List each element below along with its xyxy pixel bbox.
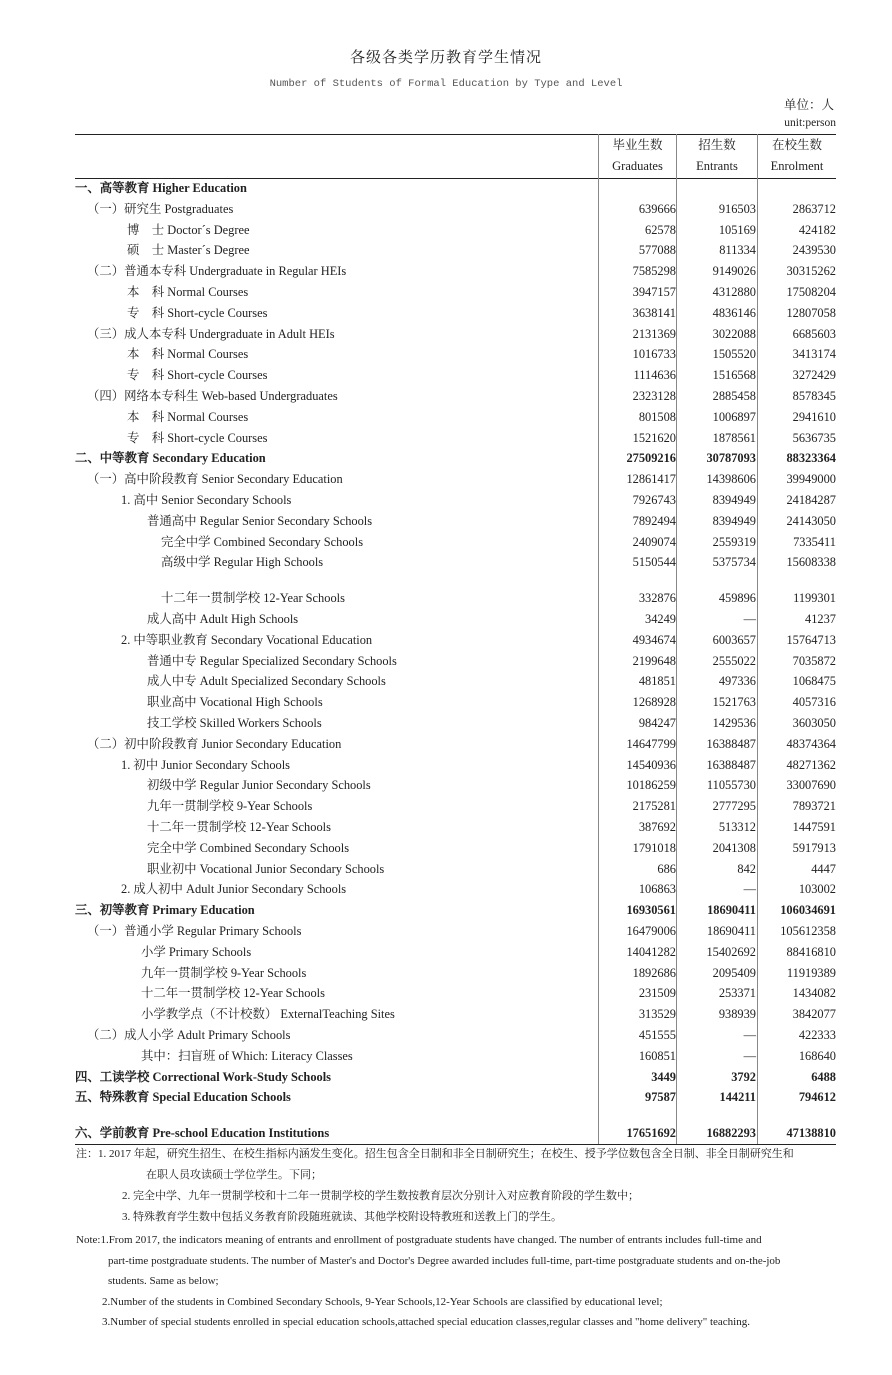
unit-label-cn: 单位：人 [783,98,834,112]
row-label: 九年一贯制学校 9-Year Schools [141,965,307,980]
row-label: （一）研究生 Postgraduates [87,201,234,216]
enrolment-value: 6685603 [792,326,836,341]
enrolment-value: 15608338 [786,555,836,570]
page-subtitle: Number of Students of Formal Education by Type and Level [269,78,623,90]
row-label: 专 科 Short-cycle Courses [127,430,268,445]
entrants-value: 144211 [719,1090,756,1105]
entrants-value: 2885458 [712,389,756,403]
graduates-value: 1521620 [632,430,676,445]
row-label: 一、高等教育 Higher Education [75,181,247,195]
graduates-value: 1892686 [632,965,676,980]
row-label: 2. 中等职业教育 Secondary Vocational Education [121,632,373,647]
footnote-line: 在职人员攻读硕士学位学生。下同； [146,1169,322,1181]
enrolment-value: 8578345 [792,389,836,403]
enrolment-value: 3413174 [792,347,836,362]
row-label: 本 科 Normal Courses [127,347,249,362]
footnote-line: 2. 完全中学、九年一贯制学校和十二年一贯制学校的学生数按教育层次分别计入对应教育阶段的学生数中； [122,1190,639,1202]
table-row [75,240,836,260]
enrolment-value: 1447591 [792,820,836,834]
graduates-value: 686 [657,861,676,876]
row-label: 初级中学 Regular Junior Secondary Schools [147,778,371,793]
row-label: 本 科 Normal Courses [127,409,249,424]
row-label: （二）普通本专科 Undergraduate in Regular HEIs [87,264,347,279]
entrants-value: 3022088 [712,326,756,341]
row-label: （四）网络本专科生 Web-based Undergraduates [87,389,338,403]
column-header-cn: 招生数 [698,138,736,152]
table-row [75,1067,836,1087]
entrants-value: 11055730 [706,778,756,793]
table-row [75,942,836,962]
enrolment-value: 1068475 [792,674,836,689]
entrants-value: 8394949 [712,513,756,528]
enrolment-value: 88323364 [786,451,836,466]
entrants-value: 1878561 [712,430,756,445]
enrolment-value: 41237 [805,612,836,626]
graduates-value: 577088 [638,243,676,258]
row-label: 六、学前教育 Pre-school Education Institutions [75,1126,330,1141]
graduates-value: 14041282 [626,944,676,959]
entrants-value: — [743,1028,756,1042]
table-row [75,921,836,941]
table-row [75,511,836,531]
table-row [75,1123,836,1143]
table-row [75,386,836,406]
entrants-value: 5375734 [712,555,756,570]
table-row [75,1025,836,1045]
entrants-value: 1521763 [712,695,756,710]
entrants-value: 1505520 [712,347,756,362]
graduates-value: 12861417 [626,472,676,487]
footnote-line: Note:1.From 2017, the indicators meaning of entrants and enrollment of postgraduate students have changed. The number of entrants includes full-time and [76,1234,762,1246]
enrolment-value: 47138810 [786,1126,836,1141]
row-label: 成人高中 Adult High Schools [147,612,299,626]
graduates-value: 7585298 [632,264,676,279]
enrolment-value: 17508204 [786,285,836,299]
row-label: 高级中学 Regular High Schools [161,555,324,570]
graduates-value: 5150544 [632,555,676,570]
row-label: 十二年一贯制学校 12-Year Schools [141,986,325,1001]
table-row [75,796,836,816]
row-label: 专 科 Short-cycle Courses [127,368,268,383]
entrants-value: — [743,882,756,897]
enrolment-value: 15764713 [786,632,836,647]
row-label: （一）高中阶段教育 Senior Secondary Education [87,472,343,487]
graduates-value: 639666 [638,201,676,216]
graduates-value: 2409074 [632,534,676,549]
table-row [75,630,836,650]
entrants-value: 497336 [718,674,756,689]
entrants-value: 2777295 [712,799,756,814]
column-header-cn: 毕业生数 [612,138,663,152]
table-row [75,1087,836,1107]
graduates-value: 14540936 [626,757,676,772]
entrants-value: 18690411 [707,903,756,918]
table-row [75,734,836,754]
enrolment-value: 106034691 [780,903,836,918]
enrolment-value: 5636735 [792,430,836,445]
graduates-value: 27509216 [626,451,676,466]
enrolment-value: 24143050 [786,513,836,528]
graduates-value: 16930561 [626,903,676,918]
row-label: （二）成人小学 Adult Primary Schools [87,1028,291,1042]
row-label: 博 士 Doctor´s Degree [127,222,250,237]
entrants-value: 811334 [719,243,756,258]
enrolment-value: 3842077 [792,1007,836,1022]
entrants-value: — [743,612,756,626]
graduates-value: 481851 [638,674,676,689]
row-label: 普通中专 Regular Specialized Secondary Schools [147,653,397,668]
graduates-value: 984247 [638,716,676,730]
entrants-value: 16388487 [706,736,756,751]
entrants-value: 15402692 [706,944,756,959]
enrolment-value: 88416810 [786,944,836,959]
entrants-value: 14398606 [706,472,756,487]
entrants-value: 2559319 [712,534,756,549]
graduates-value: 16479006 [626,924,676,938]
enrolment-value: 422333 [798,1028,836,1042]
row-label: 成人中专 Adult Specialized Secondary Schools [147,674,386,689]
table-row [75,261,836,281]
enrolment-value: 3603050 [792,716,836,730]
enrolment-value: 39949000 [786,472,836,487]
graduates-value: 97587 [645,1090,676,1105]
entrants-value: 938939 [718,1007,756,1022]
entrants-value: 3792 [731,1069,756,1084]
row-label: 小学教学点（不计校数） ExternalTeaching Sites [141,1007,395,1022]
column-header-en: Enrolment [770,159,824,173]
row-label: 硕 士 Master´s Degree [127,243,250,258]
entrants-value: 1516568 [712,368,756,383]
table-row [75,775,836,795]
enrolment-value: 30315262 [786,264,836,279]
enrolment-value: 1434082 [792,986,836,1001]
enrolment-value: 1199301 [793,591,836,606]
enrolment-value: 794612 [798,1090,836,1105]
graduates-value: 1016733 [632,347,676,362]
row-label: （二）初中阶段教育 Junior Secondary Education [87,736,342,751]
enrolment-value: 424182 [798,222,836,237]
enrolment-value: 12807058 [786,305,836,320]
enrolment-value: 4057316 [792,695,836,710]
footnote-line: part-time postgraduate students. The number of Master's and Doctor's Degree awarded includes full-time, part-time postgraduate students and on-the-job [108,1254,781,1267]
footnote-line: 3. 特殊教育学生数中包括义务教育阶段随班就读、其他学校附设特教班和送教上门的学生。 [122,1211,562,1223]
entrants-value: 253371 [718,986,756,1001]
graduates-value: 2131369 [632,326,676,341]
graduates-value: 2323128 [632,389,676,403]
table-row [75,588,836,608]
table-row [75,963,836,983]
table-row [75,324,836,344]
table-row [75,671,836,691]
table-row [75,532,836,552]
enrolment-value: 168640 [798,1048,836,1063]
table-row [75,448,836,468]
entrants-value: 842 [737,861,756,876]
row-label: 职业初中 Vocational Junior Secondary Schools [147,861,385,876]
graduates-value: 2175281 [632,799,676,814]
entrants-value: — [743,1048,756,1063]
footnote-line: 注：1. 2017 年起，研究生招生、在校生指标内涵发生变化。招生包含全日制和非全日制研究生；在校生、授予学位数包含全日制、非全日制研究生和 [76,1148,794,1160]
enrolment-value: 2863712 [792,201,836,216]
page-title: 各级各类学历教育学生情况 [349,50,542,66]
row-label: 四、工读学校 Correctional Work-Study Schools [75,1069,331,1084]
entrants-value: 2041308 [712,840,756,855]
entrants-value: 2555022 [712,653,756,668]
table-row [75,713,836,733]
entrants-value: 916503 [718,201,756,216]
graduates-value: 3638141 [632,305,676,320]
row-label: 1. 高中 Senior Secondary Schools [121,493,292,507]
row-label: 本 科 Normal Courses [127,285,249,299]
row-label: 完全中学 Combined Secondary Schools [161,534,364,549]
graduates-value: 332876 [638,591,676,606]
column-header-cn: 在校生数 [771,138,822,152]
table-row [75,407,836,427]
unit-label-en: unit:person [784,117,836,129]
row-label: 其中：扫盲班 of Which: Literacy Classes [141,1048,353,1063]
enrolment-value: 4447 [811,861,836,876]
row-label: （一）普通小学 Regular Primary Schools [87,924,302,938]
enrolment-value: 48374364 [786,736,836,751]
footnote-line: 3.Number of special students enrolled in special education schools,attached special education classes,regular classes and "home delivery" teaching. [102,1316,750,1328]
table-row [75,552,836,572]
table-row [75,428,836,448]
graduates-value: 313529 [638,1007,676,1022]
row-label: 十二年一贯制学校 12-Year Schools [147,820,331,834]
row-label: 职业高中 Vocational High Schools [147,695,323,710]
graduates-value: 160851 [638,1048,676,1063]
graduates-value: 62578 [645,222,676,237]
table-row [75,490,836,510]
graduates-value: 451555 [638,1028,676,1042]
graduates-value: 7892494 [632,513,676,528]
table-row [75,282,836,302]
graduates-value: 10186259 [626,778,676,793]
graduates-value: 387692 [638,820,676,834]
graduates-value: 1268928 [632,695,676,710]
entrants-value: 1006897 [712,409,756,424]
table-row [75,900,836,920]
row-label: 1. 初中 Junior Secondary Schools [121,757,290,772]
entrants-value: 105169 [718,222,756,237]
entrants-value: 30787093 [706,451,756,466]
graduates-value: 34249 [645,612,676,626]
entrants-value: 9149026 [712,264,756,279]
table-row [75,199,836,219]
graduates-value: 106863 [638,882,676,897]
entrants-value: 459896 [718,591,756,606]
row-label: 十二年一贯制学校 12-Year Schools [161,591,345,606]
table-row [75,692,836,712]
enrolment-value: 7893721 [792,799,836,814]
enrolment-value: 11919389 [786,965,836,980]
row-label: 普通高中 Regular Senior Secondary Schools [147,513,373,528]
entrants-value: 6003657 [712,632,756,647]
table-row [75,1004,836,1024]
row-label: 五、特殊教育 Special Education Schools [75,1090,291,1105]
entrants-value: 16882293 [706,1126,756,1141]
row-label: 九年一贯制学校 9-Year Schools [147,799,313,814]
row-label: 三、初等教育 Primary Education [75,903,255,918]
table-row [75,303,836,323]
entrants-value: 8394949 [712,493,756,507]
row-label: 专 科 Short-cycle Courses [127,305,268,320]
row-label: 技工学校 Skilled Workers Schools [147,716,322,730]
graduates-value: 801508 [638,409,676,424]
table-row [75,879,836,899]
entrants-value: 18690411 [706,924,756,938]
graduates-value: 1791018 [632,840,676,855]
enrolment-value: 5917913 [792,840,836,855]
graduates-value: 1114636 [633,368,676,383]
entrants-value: 513312 [718,820,756,834]
enrolment-value: 103002 [798,882,836,897]
table-row [75,344,836,364]
footnote-line: 2.Number of the students in Combined Secondary Schools, 9-Year Schools,12-Year Schools are classified by educational level; [102,1295,663,1308]
entrants-value: 4836146 [712,305,756,320]
footnote-line: students. Same as below; [108,1275,219,1287]
table-row [75,651,836,671]
table-row [75,365,836,385]
enrolment-value: 2941610 [792,409,836,424]
table-row [75,178,836,198]
table-row [75,755,836,775]
graduates-value: 2199648 [632,653,676,668]
table-row [75,469,836,489]
entrants-value: 1429536 [712,716,756,730]
row-label: 二、中等教育 Secondary Education [75,451,266,466]
graduates-value: 231509 [638,986,676,1001]
graduates-value: 3449 [651,1069,676,1084]
table-row [75,1046,836,1066]
column-header-entrants [677,135,757,177]
column-header-en: Entrants [696,159,738,173]
enrolment-value: 33007690 [786,778,836,793]
enrolment-value: 7035872 [792,653,836,668]
entrants-value: 4312880 [712,285,756,299]
row-label: 2. 成人初中 Adult Junior Secondary Schools [121,882,347,897]
row-label: （三）成人本专科 Undergraduate in Adult HEIs [87,326,335,341]
graduates-value: 7926743 [632,493,676,507]
column-header-en: Graduates [612,159,663,173]
table-row [75,817,836,837]
table-row [75,220,836,240]
row-label: 完全中学 Combined Secondary Schools [147,840,350,855]
entrants-value: 2095409 [712,965,756,980]
graduates-value: 17651692 [626,1126,676,1141]
column-header-enrolment [758,135,836,177]
enrolment-value: 7335411 [793,534,836,549]
graduates-value: 3947157 [632,285,676,299]
entrants-value: 16388487 [706,757,756,772]
table-row [75,983,836,1003]
enrolment-value: 24184287 [786,493,836,507]
enrolment-value: 105612358 [780,924,836,938]
row-label: 小学 Primary Schools [141,944,252,959]
enrolment-value: 2439530 [792,243,836,258]
enrolment-value: 6488 [811,1069,836,1084]
enrolment-value: 48271362 [786,757,836,772]
column-header-graduates [599,135,676,177]
graduates-value: 4934674 [632,632,676,647]
graduates-value: 14647799 [626,736,676,751]
enrolment-value: 3272429 [792,368,836,383]
table-row [75,838,836,858]
table-row [75,859,836,879]
table-row [75,609,836,629]
